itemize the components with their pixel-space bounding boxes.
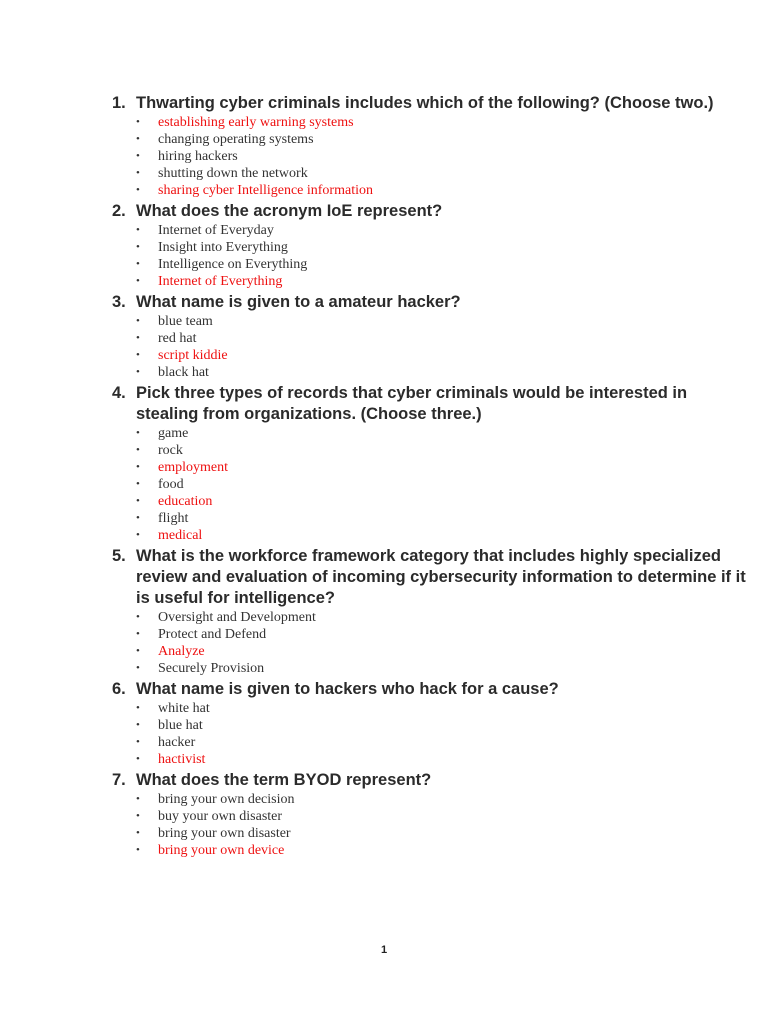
question-text: What does the acronym IoE represent? <box>136 202 443 220</box>
option-text: changing operating systems <box>158 132 314 147</box>
question-item <box>112 292 752 381</box>
answer-option <box>136 825 752 842</box>
bullet-icon: • <box>136 662 140 674</box>
bullet-icon: • <box>136 702 140 714</box>
option-text: Analyze <box>158 644 205 659</box>
question-number: 6. <box>112 680 126 698</box>
correct-answer-option <box>136 273 752 290</box>
option-text: buy your own disaster <box>158 809 283 824</box>
option-text: medical <box>158 528 203 543</box>
option-text: blue team <box>158 314 213 329</box>
question-heading <box>112 201 752 222</box>
answer-option <box>136 442 752 459</box>
correct-answer-option <box>136 527 752 544</box>
bullet-icon: • <box>136 332 140 344</box>
question-heading <box>112 770 752 791</box>
answer-option <box>136 626 752 643</box>
question-item <box>112 93 752 199</box>
answer-option <box>136 700 752 717</box>
option-text: Securely Provision <box>158 661 265 676</box>
correct-answer-option <box>136 842 752 859</box>
question-text: What is the workforce framework category that includes highly specialized review and evaluation of incoming cybersecurity information to determine if it is useful for intelligence? <box>136 547 746 607</box>
question-item <box>112 383 752 544</box>
question-text: What name is given to hackers who hack for a cause? <box>136 680 559 698</box>
bullet-icon: • <box>136 793 140 805</box>
question-text: What does the term BYOD represent? <box>136 771 432 789</box>
bullet-icon: • <box>136 719 140 731</box>
option-text: red hat <box>158 331 197 346</box>
question-heading <box>112 383 752 425</box>
correct-answer-option <box>136 182 752 199</box>
option-text: black hat <box>158 365 209 380</box>
bullet-icon: • <box>136 275 140 287</box>
option-text: Intelligence on Everything <box>158 257 308 272</box>
answer-option <box>136 165 752 182</box>
option-text: white hat <box>158 701 210 716</box>
bullet-icon: • <box>136 116 140 128</box>
question-number: 7. <box>112 771 126 789</box>
question-heading <box>112 546 752 609</box>
bullet-icon: • <box>136 645 140 657</box>
option-text: Internet of Everyday <box>158 223 274 238</box>
option-text: food <box>158 477 184 492</box>
question-text: Pick three types of records that cyber criminals would be interested in stealing from organizations. (Choose three.) <box>136 384 688 423</box>
answer-option <box>136 239 752 256</box>
bullet-icon: • <box>136 427 140 439</box>
bullet-icon: • <box>136 827 140 839</box>
option-text: hactivist <box>158 752 206 767</box>
bullet-icon: • <box>136 241 140 253</box>
question-item <box>112 770 752 859</box>
answer-option <box>136 609 752 626</box>
option-text: game <box>158 426 189 441</box>
correct-answer-option <box>136 643 752 660</box>
answer-option <box>136 660 752 677</box>
answer-option <box>136 734 752 751</box>
question-item <box>112 679 752 768</box>
option-text: rock <box>158 443 183 458</box>
answer-options <box>112 313 752 381</box>
bullet-icon: • <box>136 512 140 524</box>
bullet-icon: • <box>136 349 140 361</box>
question-number: 5. <box>112 547 126 565</box>
option-text: bring your own disaster <box>158 826 291 841</box>
option-text: hacker <box>158 735 196 750</box>
option-text: education <box>158 494 213 509</box>
answer-option <box>136 717 752 734</box>
correct-answer-option <box>136 459 752 476</box>
correct-answer-option <box>136 493 752 510</box>
question-text: What name is given to a amateur hacker? <box>136 293 461 311</box>
question-number: 1. <box>112 94 126 112</box>
answer-options <box>112 609 752 677</box>
bullet-icon: • <box>136 810 140 822</box>
option-text: bring your own device <box>158 843 285 858</box>
bullet-icon: • <box>136 753 140 765</box>
option-text: establishing early warning systems <box>158 115 354 130</box>
answer-option <box>136 148 752 165</box>
bullet-icon: • <box>136 133 140 145</box>
answer-option <box>136 425 752 442</box>
answer-options <box>112 425 752 544</box>
answer-option <box>136 131 752 148</box>
bullet-icon: • <box>136 478 140 490</box>
option-text: blue hat <box>158 718 203 733</box>
question-heading <box>112 292 752 313</box>
question-text: Thwarting cyber criminals includes which of the following? (Choose two.) <box>136 94 714 112</box>
question-number: 4. <box>112 384 126 402</box>
page-number: 1 <box>380 944 388 956</box>
bullet-icon: • <box>136 529 140 541</box>
question-heading <box>112 679 752 700</box>
option-text: flight <box>158 511 189 526</box>
question-item <box>112 546 752 677</box>
bullet-icon: • <box>136 495 140 507</box>
correct-answer-option <box>136 751 752 768</box>
answer-options <box>112 791 752 859</box>
bullet-icon: • <box>136 611 140 623</box>
answer-option <box>136 313 752 330</box>
correct-answer-option <box>136 347 752 364</box>
bullet-icon: • <box>136 258 140 270</box>
bullet-icon: • <box>136 844 140 856</box>
answer-option <box>136 510 752 527</box>
option-text: employment <box>158 460 228 475</box>
question-heading <box>112 93 752 114</box>
option-text: Protect and Defend <box>158 627 267 642</box>
correct-answer-option <box>136 114 752 131</box>
answer-option <box>136 476 752 493</box>
bullet-icon: • <box>136 315 140 327</box>
answer-options <box>112 700 752 768</box>
bullet-icon: • <box>136 366 140 378</box>
question-number: 2. <box>112 202 126 220</box>
question-item <box>112 201 752 290</box>
bullet-icon: • <box>136 444 140 456</box>
option-text: hiring hackers <box>158 149 238 164</box>
bullet-icon: • <box>136 167 140 179</box>
answer-option <box>136 256 752 273</box>
option-text: script kiddie <box>158 348 228 363</box>
answer-options <box>112 114 752 199</box>
bullet-icon: • <box>136 628 140 640</box>
answer-option <box>136 808 752 825</box>
option-text: shutting down the network <box>158 166 308 181</box>
bullet-icon: • <box>136 736 140 748</box>
bullet-icon: • <box>136 150 140 162</box>
answer-option <box>136 364 752 381</box>
option-text: Internet of Everything <box>158 274 283 289</box>
answer-option <box>136 222 752 239</box>
bullet-icon: • <box>136 224 140 236</box>
option-text: bring your own decision <box>158 792 295 807</box>
answer-option <box>136 791 752 808</box>
bullet-icon: • <box>136 184 140 196</box>
answer-option <box>136 330 752 347</box>
question-number: 3. <box>112 293 126 311</box>
option-text: Oversight and Development <box>158 610 316 625</box>
question-list <box>112 93 752 861</box>
bullet-icon: • <box>136 461 140 473</box>
option-text: sharing cyber Intelligence information <box>158 183 373 198</box>
answer-options <box>112 222 752 290</box>
option-text: Insight into Everything <box>158 240 288 255</box>
